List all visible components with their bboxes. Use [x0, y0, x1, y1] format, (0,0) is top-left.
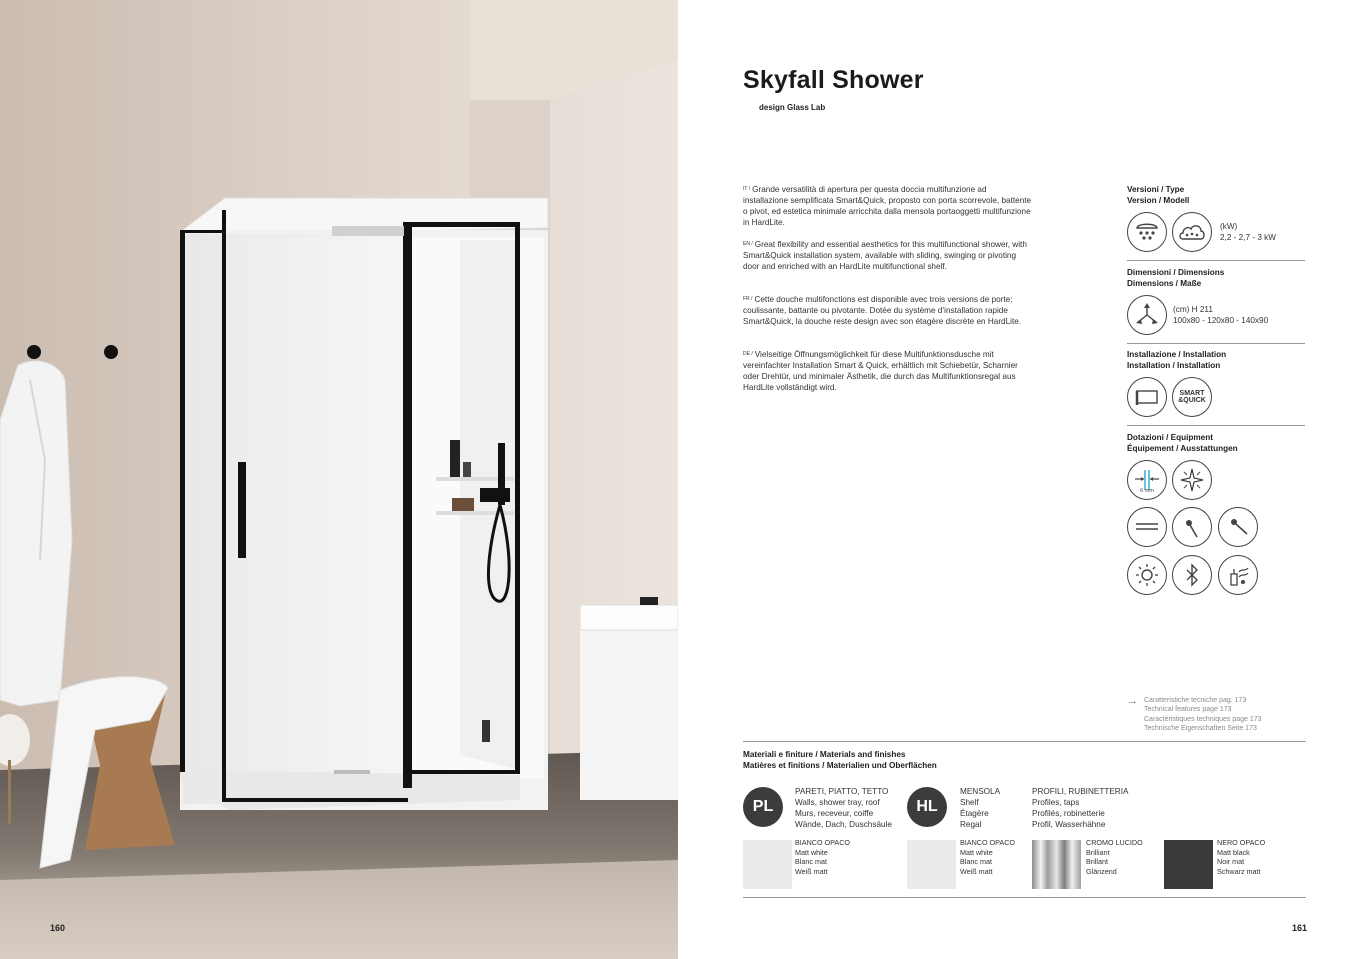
tech-ref-de: Technische Eigenschaften Seite 173	[1144, 724, 1257, 732]
description-en	[743, 239, 1033, 272]
swatch-0-en: Matt white	[795, 847, 828, 857]
shelf-icon	[1127, 507, 1167, 547]
product-title: Skyfall Shower	[743, 66, 924, 94]
equipment-heading	[1127, 432, 1238, 454]
description-de-text: Vielseitige Öffnungsmöglichkeit für diese Multifunktionsdusche mit vereinfachter Installation Smart & Quick, erhältlich mit Schiebetür, Scharnier oder Drehtür, und minimaler Ästhetik, die durch das Multifunktionsregal aus HardLite vollständigt wird.	[743, 350, 1018, 392]
material-group-profiles-en: Profiles, taps	[1032, 798, 1080, 807]
swatch-0-fr: Blanc mat	[795, 857, 827, 866]
material-group-shelf-en: Shelf	[960, 798, 979, 807]
materials-heading-line-2: Matières et finitions / Materialien und Oberflächen	[743, 761, 937, 770]
description-fr	[743, 294, 1033, 327]
swatch-matt-white-shelf	[907, 840, 956, 889]
swatch-label-matt-white-shelf	[960, 838, 1015, 876]
material-group-walls-en: Walls, shower tray, roof	[795, 798, 880, 807]
versions-values	[1220, 221, 1276, 243]
dimensions-height: (cm) H 211	[1173, 305, 1213, 314]
material-group-profiles	[1032, 786, 1128, 830]
swatch-1-en: Matt white	[960, 847, 993, 857]
product-designer: design Glass Lab	[759, 103, 826, 112]
dimensions-heading-line-1: Dimensioni / Dimensions	[1127, 268, 1225, 277]
steam-cloud-icon	[1172, 212, 1212, 252]
installation-heading-line-2: Installation / Installation	[1127, 361, 1221, 370]
tech-ref-it: Caratteristiche tecniche pag. 173	[1144, 697, 1247, 704]
swatch-0-it: BIANCO OPACO	[795, 838, 850, 847]
material-group-walls-it: PARETI, PIATTO, TETTO	[795, 787, 889, 796]
material-group-walls-fr: Murs, receveur, coiffe	[795, 809, 874, 818]
smart-quick-label	[1178, 390, 1206, 404]
light-icon	[1127, 555, 1167, 595]
aroma-icon	[1218, 555, 1258, 595]
shower-drops-icon	[1127, 212, 1167, 252]
lang-tag-fr: FR /	[743, 296, 753, 302]
hand-shower-icon	[1172, 507, 1212, 547]
versions-heading	[1127, 184, 1189, 206]
dimensions-values	[1173, 304, 1268, 326]
material-group-profiles-it: PROFILI, RUBINETTERIA	[1032, 787, 1129, 796]
description-en-text: Great flexibility and essential aesthetics for this multifunctional shower, with Smart&Quick installation system, available with sliding, swinging or pivoting door and enriched with an HardLite multifunctional shelf.	[743, 240, 1027, 271]
wall-install-icon	[1127, 377, 1167, 417]
lang-tag-en: EN /	[743, 241, 753, 247]
equipment-heading-line-1: Dotazioni / Equipment	[1127, 433, 1213, 442]
swatch-label-matt-white-walls	[795, 838, 850, 876]
material-badge-hl: HL	[907, 787, 947, 827]
swatch-label-matt-black	[1217, 838, 1265, 876]
versions-heading-line-1: Versioni / Type	[1127, 185, 1185, 194]
swatch-2-fr: Brillant	[1086, 857, 1108, 866]
dimensions-axes-icon	[1127, 295, 1167, 335]
glass-thickness-icon	[1127, 460, 1167, 500]
sparkle-icon	[1172, 460, 1212, 500]
glass-thickness-label: 6 mm	[1140, 488, 1154, 494]
dimensions-heading	[1127, 267, 1224, 289]
equipment-heading-line-2: Équipement / Ausstattungen	[1127, 444, 1238, 453]
divider	[743, 741, 1306, 742]
material-group-walls	[795, 786, 892, 830]
divider	[1127, 425, 1305, 426]
material-group-profiles-de: Profil, Wasserhähne	[1032, 820, 1106, 829]
page-number-left: 160	[50, 923, 66, 933]
description-fr-text: Cette douche multifonctions est disponible avec trois versions de porte: coulissante, battante ou pivotante. Dotée du système d’installation rapide Smart&Quick, la douche reste design avec son étagère discrète en HardLite.	[743, 295, 1022, 326]
material-group-profiles-fr: Profilés, robinetterie	[1032, 809, 1105, 818]
swatch-2-de: Glänzend	[1086, 866, 1117, 876]
swatch-3-fr: Noir mat	[1217, 857, 1245, 866]
material-group-walls-de: Wände, Dach, Duschsäule	[795, 820, 892, 829]
swatch-matt-black	[1164, 840, 1213, 889]
quick-label: &QUICK	[1178, 397, 1206, 404]
divider	[1127, 343, 1305, 344]
material-group-shelf-it: MENSOLA	[960, 787, 1001, 796]
material-badge-pl: PL	[743, 787, 783, 827]
swatch-3-it: NERO OPACO	[1217, 838, 1266, 847]
divider	[1127, 260, 1305, 261]
swatch-3-en: Matt black	[1217, 847, 1250, 857]
tech-ref-fr: Caractéristiques techniques page 173	[1144, 715, 1262, 723]
material-group-shelf-de: Regal	[960, 820, 982, 829]
swatch-chrome	[1032, 840, 1081, 889]
description-de	[743, 349, 1033, 393]
arrow-right-icon: →	[1127, 695, 1138, 707]
versions-heading-line-2: Version / Modell	[1127, 196, 1190, 205]
smart-label: SMART	[1179, 390, 1205, 397]
materials-heading	[743, 749, 937, 771]
lang-tag-de: DE /	[743, 351, 753, 357]
swatch-2-en: Brilliant	[1086, 847, 1110, 857]
material-group-shelf-fr: Étagère	[960, 809, 989, 818]
right-page	[678, 0, 1356, 959]
materials-heading-line-1: Materiali e finiture / Materials and finishes	[743, 750, 906, 759]
description-it	[743, 184, 1033, 228]
head-shower-icon	[1218, 507, 1258, 547]
swatch-0-de: Weiß matt	[795, 866, 828, 876]
lang-tag-it: IT /	[743, 186, 751, 192]
tech-ref-en: Technical features page 173	[1144, 706, 1232, 714]
swatch-matt-white-walls	[743, 840, 792, 889]
swatch-1-de: Weiß matt	[960, 866, 993, 876]
swatch-1-fr: Blanc mat	[960, 857, 992, 866]
swatch-1-it: BIANCO OPACO	[960, 838, 1015, 847]
installation-heading-line-1: Installazione / Installation	[1127, 350, 1227, 359]
swatch-label-chrome	[1086, 838, 1143, 876]
divider	[743, 897, 1306, 898]
swatch-2-it: CROMO LUCIDO	[1086, 838, 1143, 847]
versions-power: 2,2 - 2,7 - 3 kW	[1220, 233, 1276, 242]
versions-unit: (kW)	[1220, 222, 1238, 231]
description-it-text: Grande versatilità di apertura per questa doccia multifunzione ad installazione semplificata Smart&Quick, proposto con porta scorrevole, battente o pivot, ed estetica minimale arricchita dalla mensola portaoggetti multifunzione in HardLite.	[743, 185, 1032, 227]
dimensions-sizes: 100x80 - 120x80 - 140x90	[1173, 316, 1269, 325]
dimensions-heading-line-2: Dimensions / Maße	[1127, 279, 1202, 288]
material-group-shelf	[960, 786, 1000, 830]
technical-features-lines	[1144, 696, 1262, 733]
installation-heading	[1127, 349, 1226, 371]
bluetooth-icon	[1172, 555, 1212, 595]
page-number-right: 161	[1292, 923, 1308, 933]
swatch-3-de: Schwarz matt	[1217, 866, 1261, 876]
smart-quick-icon	[1172, 377, 1212, 417]
